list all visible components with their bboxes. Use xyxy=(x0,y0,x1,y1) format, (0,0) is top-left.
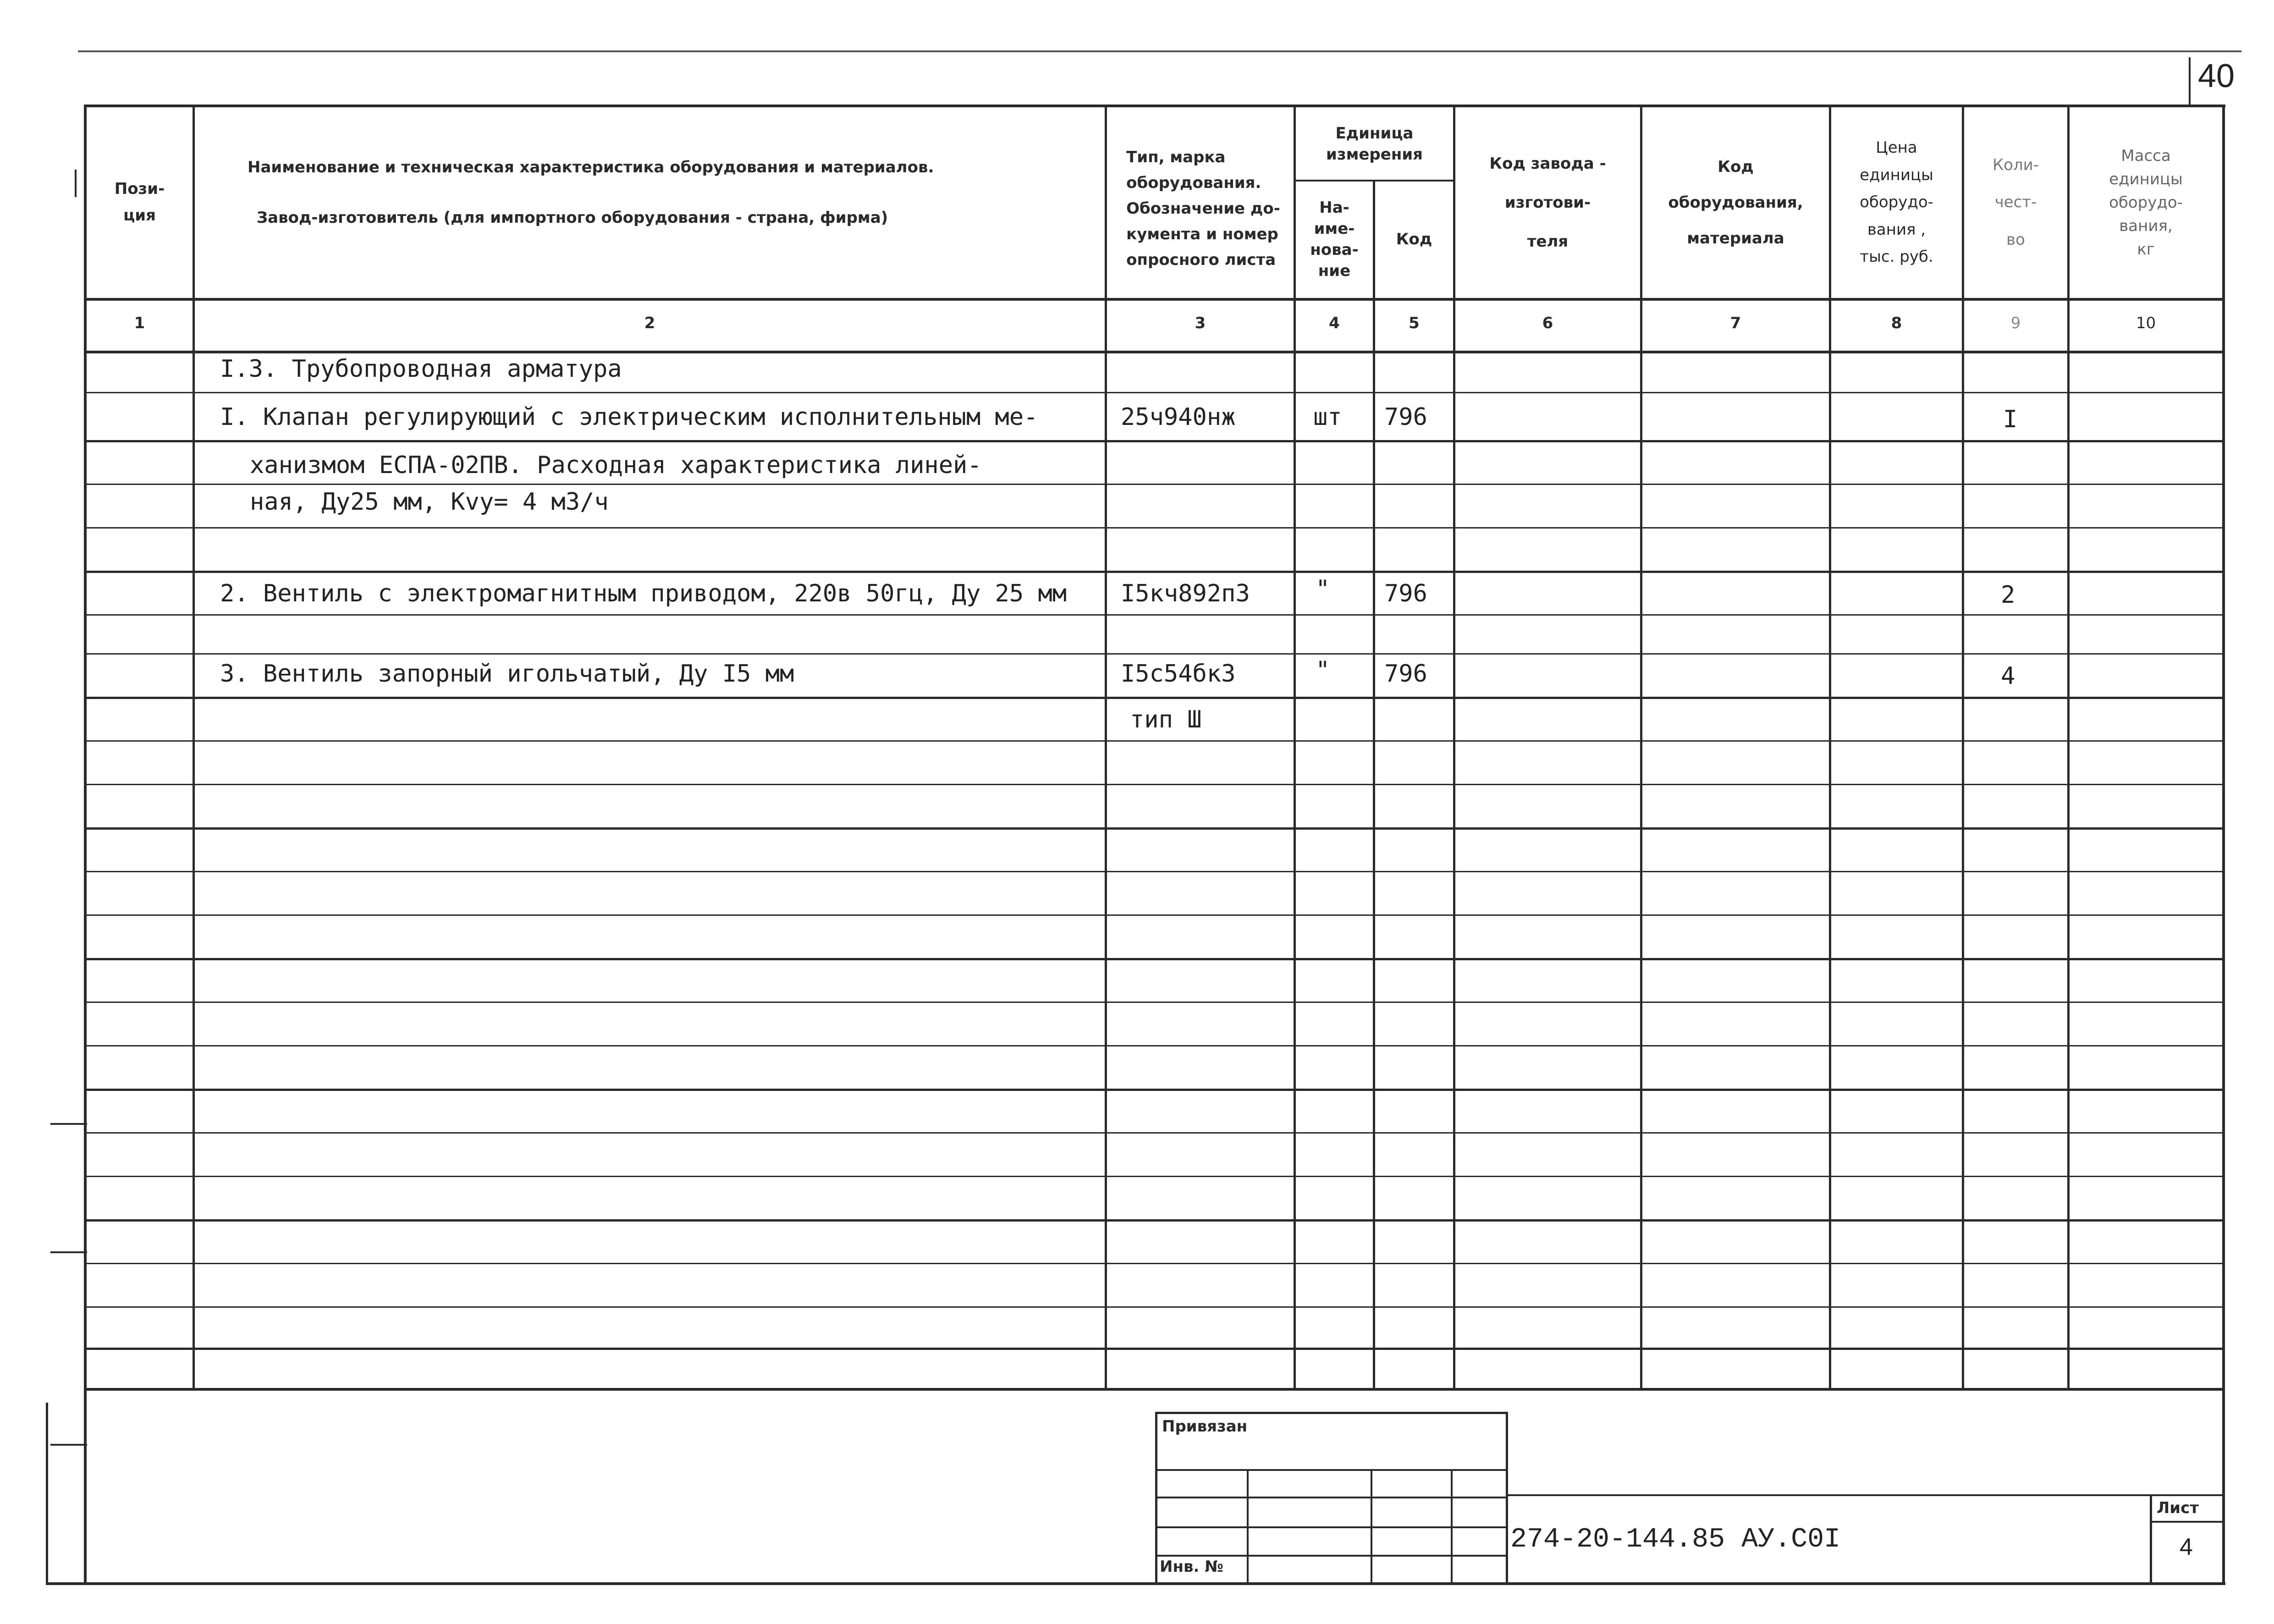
stamp-row-2 xyxy=(1155,1497,1508,1498)
header-bottom-rule xyxy=(85,298,2223,301)
row-line xyxy=(85,958,2223,960)
row-line xyxy=(85,1263,2223,1264)
header-type: Тип, марка оборудования. Обозначение до- кумента и номер опросного листа xyxy=(1126,148,1280,270)
colnum-8: 8 xyxy=(1891,314,1902,332)
stamp-top xyxy=(1155,1412,1508,1414)
item3-quantity: 4 xyxy=(2001,662,2015,690)
item3-type-line2: тип Ш xyxy=(1130,706,1202,733)
stamp-col-2 xyxy=(1371,1469,1372,1584)
stamp-row-4 xyxy=(1155,1555,1508,1557)
item1-name-line1: I. Клапан регулирующий с электрическим исполнительным ме- xyxy=(220,403,1038,431)
stamp-col-1 xyxy=(1247,1469,1249,1584)
colnum-2: 2 xyxy=(644,314,655,332)
row-line xyxy=(85,871,2223,872)
page-bottom-border xyxy=(46,1582,2225,1585)
stamp-list-left xyxy=(2150,1494,2152,1584)
colnum-10: 10 xyxy=(2136,314,2156,332)
section-title: I.3. Трубопроводная арматура xyxy=(220,355,622,383)
header-factory-code: Код завода - изготови- теля xyxy=(1489,154,1606,251)
colnum-9: 9 xyxy=(2010,314,2021,332)
row-line xyxy=(85,1045,2223,1046)
row-line xyxy=(85,827,2223,830)
colnum-3: 3 xyxy=(1195,314,1206,332)
row-line xyxy=(85,1306,2223,1308)
colnum-5: 5 xyxy=(1409,314,1420,332)
colnum-1: 1 xyxy=(134,314,145,332)
row-line xyxy=(85,740,2223,742)
left-margin-tick-3 xyxy=(50,1444,87,1446)
row-line xyxy=(85,392,2223,393)
row-line xyxy=(85,653,2223,655)
page-left-edge xyxy=(46,1403,48,1584)
stamp-document-code: 274-20-144.85 АУ.С0I xyxy=(1510,1524,1841,1555)
stamp-row-3 xyxy=(1155,1526,1508,1528)
header-unit-name: На- име- нова- ние xyxy=(1310,198,1359,280)
row-line xyxy=(85,1132,2223,1134)
stamp-list-label: Лист xyxy=(2157,1499,2199,1517)
header-name-line1: Наименование и техническая характеристика оборудования и материалов. xyxy=(248,158,934,176)
item2-unit: " xyxy=(1316,575,1330,603)
sheet-number-top: 40 xyxy=(2198,58,2235,94)
header-mass: Масса единицы оборудо- вания, кг xyxy=(2109,146,2183,259)
row-line xyxy=(85,1089,2223,1091)
colnum-4: 4 xyxy=(1329,314,1340,332)
left-margin-tick-2 xyxy=(50,1251,87,1253)
row-line xyxy=(85,571,2223,573)
row-line xyxy=(85,784,2223,785)
row-line xyxy=(85,1219,2223,1222)
left-margin-tick-1 xyxy=(50,1123,87,1125)
stamp-row-1 xyxy=(1155,1469,1508,1471)
stamp-privyazan: Привязан xyxy=(1162,1417,1248,1436)
item3-name: 3. Вентиль запорный игольчатый, Ду I5 мм xyxy=(220,660,794,688)
item3-unit-code: 796 xyxy=(1384,660,1427,688)
row-line xyxy=(85,440,2223,442)
header-unit-group: Единица измерения xyxy=(1326,124,1423,164)
top-rule xyxy=(78,50,2241,52)
item1-quantity: I xyxy=(2003,406,2018,433)
item1-unit: шт xyxy=(1313,403,1342,431)
stamp-doc-top xyxy=(1506,1494,2223,1496)
item1-name-line3: ная, Ду25 мм, Kvy= 4 м3/ч xyxy=(250,488,609,516)
table-grid-bottom xyxy=(85,1388,2223,1391)
row-line xyxy=(85,614,2223,616)
colnum-6: 6 xyxy=(1542,314,1553,332)
header-unit-code: Код xyxy=(1396,230,1432,249)
item1-type: 25ч940нж xyxy=(1121,403,1236,431)
item2-name: 2. Вентиль с электромагнитным приводом, 220в 50гц, Ду 25 мм xyxy=(220,580,1067,607)
stamp-list-divider xyxy=(2150,1521,2223,1523)
row-line xyxy=(85,1348,2223,1350)
header-position: Пози- ция xyxy=(114,180,165,225)
col-line-2 xyxy=(1105,105,1107,1388)
item2-quantity: 2 xyxy=(2001,581,2015,609)
item1-name-line2: ханизмом ЕСПА-02ПВ. Расходная характеристика линей- xyxy=(250,451,982,479)
table-right-border xyxy=(2222,105,2225,1585)
row-line xyxy=(85,914,2223,916)
row-line xyxy=(85,484,2223,485)
colnum-7: 7 xyxy=(1730,314,1741,332)
colnum-bottom-rule xyxy=(85,351,2223,353)
stamp-col-3 xyxy=(1451,1469,1453,1584)
row-line xyxy=(85,1002,2223,1003)
frame-right-top-tick xyxy=(2189,57,2191,105)
item2-type: I5кч892п3 xyxy=(1121,580,1250,607)
row-line xyxy=(85,527,2223,528)
stamp-list-number: 4 xyxy=(2180,1534,2193,1560)
header-name-line2: Завод-изготовитель (для импортного оборудования - страна, фирма) xyxy=(257,209,888,227)
item3-type-line1: I5с54бк3 xyxy=(1121,660,1236,688)
item1-unit-code: 796 xyxy=(1384,403,1427,431)
item2-unit-code: 796 xyxy=(1384,580,1427,607)
stamp-inv-no: Инв. № xyxy=(1160,1558,1224,1576)
header-price: Цена единицы оборудо- вания , тыс. руб. xyxy=(1860,138,1933,266)
left-margin-mark xyxy=(75,170,77,197)
header-equipment-code: Код оборудования, материала xyxy=(1668,157,1803,248)
col-line-1 xyxy=(193,105,195,1388)
row-line xyxy=(85,697,2223,699)
item3-unit: " xyxy=(1316,656,1330,684)
row-line xyxy=(85,1176,2223,1177)
header-quantity: Коли- чест- во xyxy=(1992,155,2039,249)
